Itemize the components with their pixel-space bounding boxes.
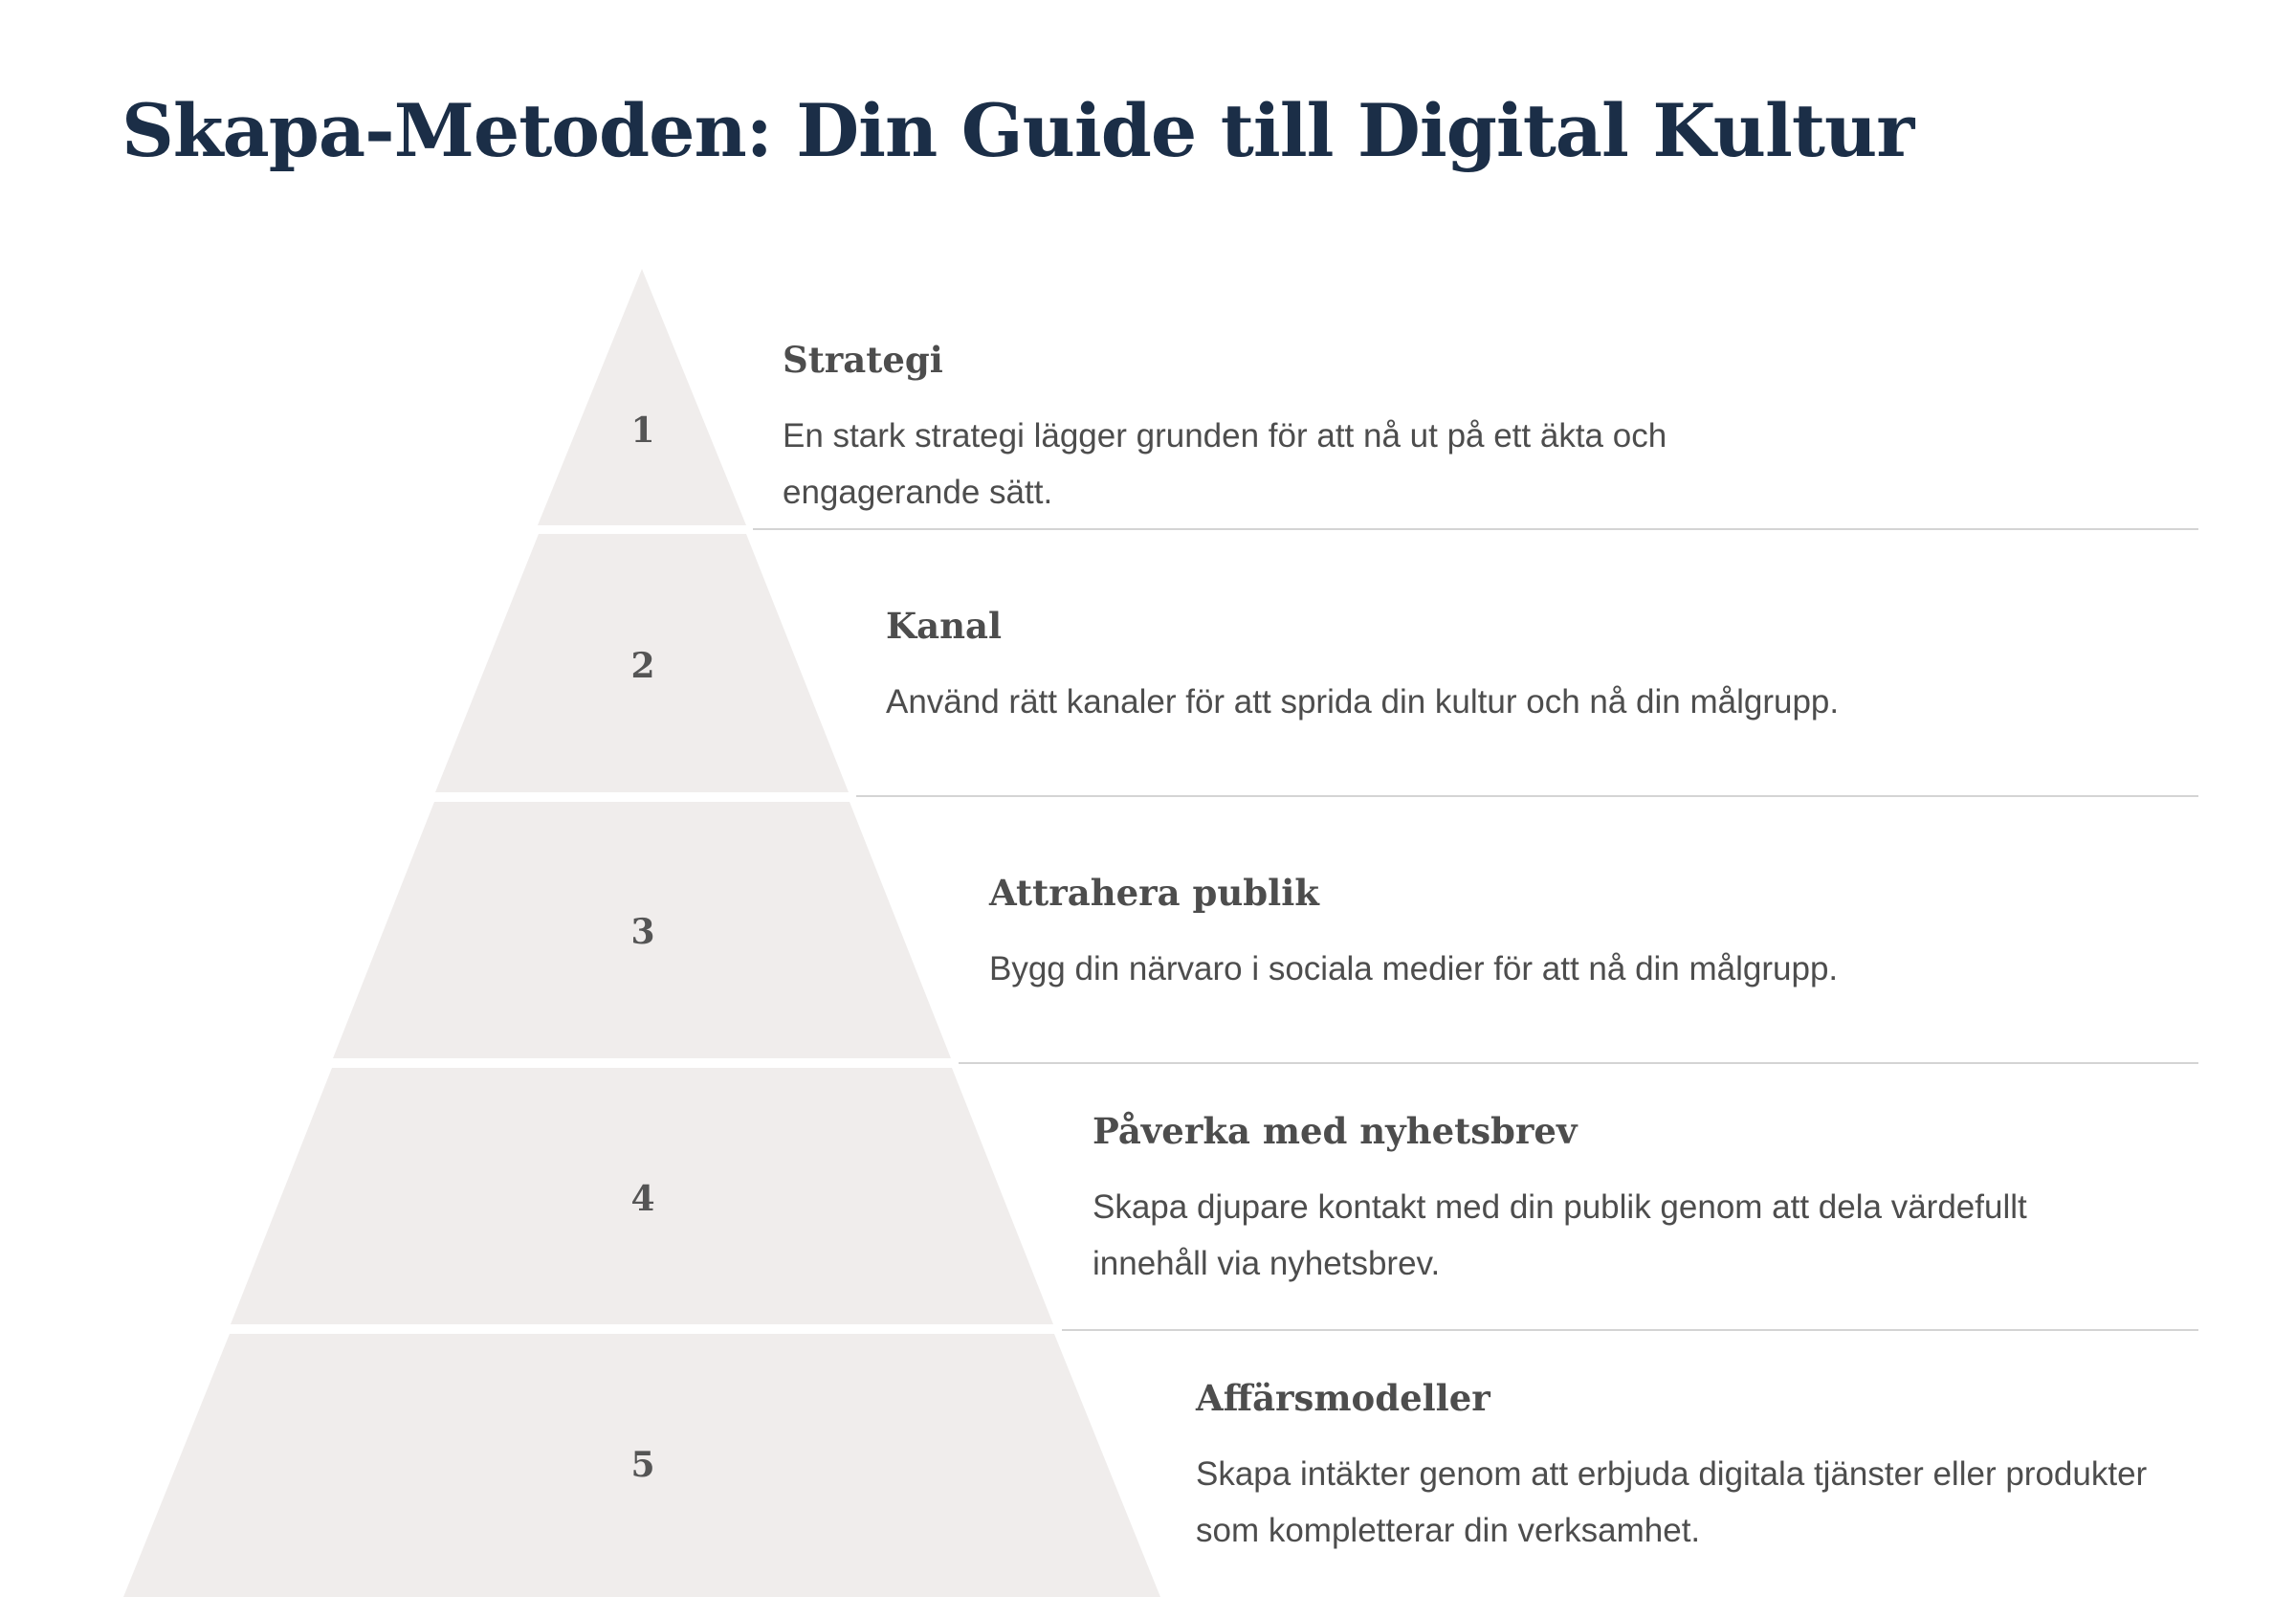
page-title: Skapa-Metoden: Din Guide till Digital Kultur: [121, 88, 1914, 173]
pyramid-tier-1: [538, 269, 746, 525]
tier-heading: Strategi: [783, 339, 943, 381]
tier-4-text: [1093, 1110, 2193, 1292]
tier-number: 1: [630, 410, 655, 451]
tier-heading: Affärsmodeller: [1196, 1377, 1490, 1419]
tier-description: Bygg din närvaro i sociala medier för att nå din målgrupp.: [989, 950, 1839, 987]
tier-2-text: [886, 605, 1986, 730]
tier-heading: Påverka med nyhetsbrev: [1093, 1110, 1578, 1152]
tier-number: 4: [630, 1179, 655, 1219]
tier-number: 5: [630, 1445, 655, 1485]
tier-5-text: [1196, 1377, 2296, 1559]
tier-description: Skapa djupare kontakt med din publik genom att dela värdefullt innehåll via nyhetsbrev.: [1093, 1188, 2027, 1282]
tier-number: 3: [630, 912, 655, 952]
tier-heading: Attrahera publik: [989, 872, 1319, 914]
tier-description: En stark strategi lägger grunden för att nå ut på ett äkta och engagerande sätt.: [783, 417, 1667, 511]
tier-description: Använd rätt kanaler för att sprida din kultur och nå din målgrupp.: [886, 683, 1840, 721]
tier-number: 2: [630, 646, 655, 686]
tier-1-text: [783, 339, 1883, 521]
tier-3-text: [989, 872, 2089, 997]
tier-heading: Kanal: [886, 605, 1003, 647]
tier-description: Skapa intäkter genom att erbjuda digitala tjänster eller produkter som kompletterar din verksamhet.: [1196, 1455, 2148, 1549]
